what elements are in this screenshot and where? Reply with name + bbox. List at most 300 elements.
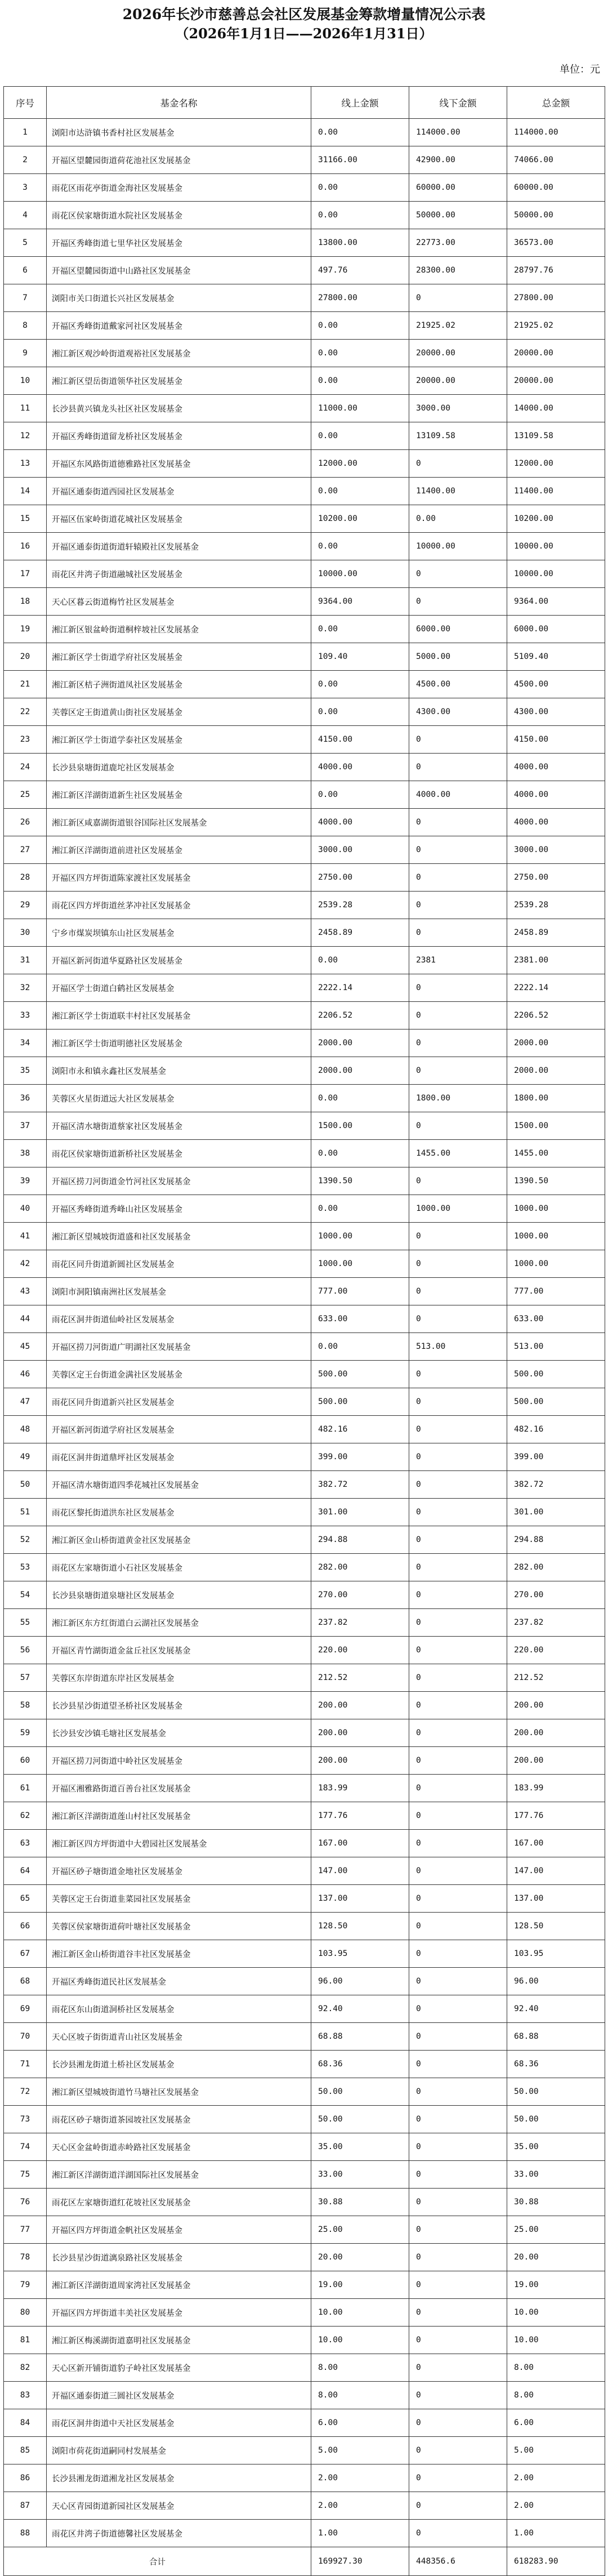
total-amount: 2000.00 — [507, 1029, 605, 1057]
offline-amount: 0 — [409, 1719, 507, 1747]
offline-amount: 0 — [409, 2216, 507, 2244]
fund-name: 开福区捞刀河街道金竹河社区发展基金 — [47, 1167, 311, 1195]
fund-name: 雨花区洞井街道鼎坪社区发展基金 — [47, 1443, 311, 1471]
unit-label: 单位：元 — [560, 64, 600, 75]
row-index: 49 — [4, 1443, 47, 1471]
offline-amount: 13109.58 — [409, 422, 507, 450]
fund-name: 湘江新区学士街道学府社区发展基金 — [47, 643, 311, 671]
online-amount: 0.00 — [311, 1333, 409, 1361]
total-amount: 200.00 — [507, 1719, 605, 1747]
row-index: 67 — [4, 1940, 47, 1968]
table-row — [4, 892, 605, 919]
row-index: 66 — [4, 1913, 47, 1940]
fund-name: 开福区秀峰街道戴家河社区发展基金 — [47, 312, 311, 340]
table-row — [4, 643, 605, 671]
row-index: 20 — [4, 643, 47, 671]
total-amount: 237.82 — [507, 1609, 605, 1637]
online-amount: 167.00 — [311, 1830, 409, 1857]
table-row — [4, 2244, 605, 2271]
online-amount: 109.40 — [311, 643, 409, 671]
offline-amount: 0 — [409, 1692, 507, 1719]
total-amount: 1.00 — [507, 2520, 605, 2547]
online-amount: 200.00 — [311, 1692, 409, 1719]
total-amount: 1455.00 — [507, 1140, 605, 1167]
total-amount: 114000.00 — [507, 119, 605, 146]
fund-name: 开福区通泰街道街道轩辕殿社区发展基金 — [47, 533, 311, 560]
total-amount: 20000.00 — [507, 340, 605, 367]
fund-name: 雨花区同升街道新圆社区发展基金 — [47, 1250, 311, 1278]
total-amount: 2381.00 — [507, 947, 605, 974]
row-index: 69 — [4, 1995, 47, 2023]
fund-name: 湘江新区金山桥街道黄金社区发展基金 — [47, 1526, 311, 1554]
offline-amount: 0 — [409, 1830, 507, 1857]
total-amount: 220.00 — [507, 1637, 605, 1664]
table-row — [4, 1775, 605, 1802]
online-amount: 50.00 — [311, 2078, 409, 2106]
table-row — [4, 1664, 605, 1692]
table-row — [4, 312, 605, 340]
table-row — [4, 947, 605, 974]
row-index: 25 — [4, 781, 47, 809]
total-amount: 1390.50 — [507, 1167, 605, 1195]
table-row — [4, 174, 605, 202]
offline-amount: 0 — [409, 1250, 507, 1278]
online-amount: 0.00 — [311, 947, 409, 974]
table-row — [4, 1802, 605, 1830]
online-amount: 1000.00 — [311, 1250, 409, 1278]
table-row — [4, 395, 605, 422]
table-row — [4, 1167, 605, 1195]
offline-amount: 1000.00 — [409, 1195, 507, 1223]
fund-name: 开福区通泰街道三圆社区发展基金 — [47, 2382, 311, 2409]
total-amount: 14000.00 — [507, 395, 605, 422]
total-amount: 270.00 — [507, 1581, 605, 1609]
offline-amount: 1800.00 — [409, 1085, 507, 1112]
total-amount: 2222.14 — [507, 974, 605, 1002]
fund-name: 芙蓉区火星街道远大社区发展基金 — [47, 1085, 311, 1112]
fund-name: 雨花区雨花亭街道金海社区发展基金 — [47, 174, 311, 202]
total-amount: 4150.00 — [507, 726, 605, 754]
total-amount: 2.00 — [507, 2464, 605, 2492]
row-index: 79 — [4, 2271, 47, 2299]
total-amount: 20.00 — [507, 2244, 605, 2271]
fund-name: 湘江新区学士街道明德社区发展基金 — [47, 1029, 311, 1057]
fund-name: 开福区秀峰街道秀峰山社区发展基金 — [47, 1195, 311, 1223]
fund-name: 浏阳市洞阳镇南洲社区发展基金 — [47, 1278, 311, 1305]
online-amount: 5.00 — [311, 2437, 409, 2464]
total-amount: 212.52 — [507, 1664, 605, 1692]
fund-name: 湘江新区望岳街道领华社区发展基金 — [47, 367, 311, 395]
fund-name: 芙蓉区定王台街道金满社区发展基金 — [47, 1361, 311, 1388]
fund-name: 开福区四方坪街道陈家渡社区发展基金 — [47, 864, 311, 892]
online-amount: 0.00 — [311, 698, 409, 726]
total-amount: 4300.00 — [507, 698, 605, 726]
table-row — [4, 2382, 605, 2409]
table-row — [4, 560, 605, 588]
total-amount: 183.99 — [507, 1775, 605, 1802]
offline-amount: 21925.02 — [409, 312, 507, 340]
offline-amount: 0 — [409, 1968, 507, 1995]
offline-amount: 50000.00 — [409, 202, 507, 229]
table-row — [4, 1719, 605, 1747]
offline-amount: 3000.00 — [409, 395, 507, 422]
table-row — [4, 2464, 605, 2492]
total-amount: 68.88 — [507, 2023, 605, 2051]
table-row — [4, 1140, 605, 1167]
row-index: 1 — [4, 119, 47, 146]
online-amount: 13800.00 — [311, 229, 409, 257]
table-row — [4, 974, 605, 1002]
fund-name: 长沙县泉塘街道鹿坨社区发展基金 — [47, 754, 311, 781]
offline-amount: 0 — [409, 1029, 507, 1057]
online-amount: 1390.50 — [311, 1167, 409, 1195]
offline-amount: 0 — [409, 2437, 507, 2464]
offline-amount: 60000.00 — [409, 174, 507, 202]
table-row — [4, 1499, 605, 1526]
offline-amount: 0 — [409, 588, 507, 616]
row-index: 32 — [4, 974, 47, 1002]
row-index: 58 — [4, 1692, 47, 1719]
table-row — [4, 1029, 605, 1057]
total-amount: 200.00 — [507, 1747, 605, 1775]
online-amount: 2.00 — [311, 2464, 409, 2492]
total-amount: 5109.40 — [507, 643, 605, 671]
offline-amount: 0 — [409, 1223, 507, 1250]
fund-name: 开福区秀峰街道留龙桥社区发展基金 — [47, 422, 311, 450]
row-index: 18 — [4, 588, 47, 616]
table-row — [4, 367, 605, 395]
fund-name: 湘江新区洋湖街道莲山村社区发展基金 — [47, 1802, 311, 1830]
fund-name: 天心区金盆岭街道赤岭路社区发展基金 — [47, 2133, 311, 2161]
total-amount: 11400.00 — [507, 478, 605, 505]
offline-amount: 5000.00 — [409, 643, 507, 671]
row-index: 19 — [4, 616, 47, 643]
fund-name: 芙蓉区侯家塘街道荷叶塘社区发展基金 — [47, 1913, 311, 1940]
row-index: 84 — [4, 2409, 47, 2437]
table-row — [4, 505, 605, 533]
total-amount: 513.00 — [507, 1333, 605, 1361]
total-amount: 137.00 — [507, 1885, 605, 1913]
total-amount: 60000.00 — [507, 174, 605, 202]
table-body — [4, 119, 605, 2547]
total-amount: 500.00 — [507, 1361, 605, 1388]
table-row — [4, 781, 605, 809]
row-index: 15 — [4, 505, 47, 533]
offline-amount: 0 — [409, 2161, 507, 2189]
row-index: 80 — [4, 2299, 47, 2327]
table-row — [4, 119, 605, 146]
online-amount: 200.00 — [311, 1719, 409, 1747]
page-title: 2026年长沙市慈善总会社区发展基金筹款增量情况公示表 — [122, 6, 486, 23]
total-amount: 6000.00 — [507, 616, 605, 643]
row-index: 83 — [4, 2382, 47, 2409]
online-amount: 270.00 — [311, 1581, 409, 1609]
fund-name: 湘江新区学士街道学泰社区发展基金 — [47, 726, 311, 754]
row-index: 3 — [4, 174, 47, 202]
offline-amount: 22773.00 — [409, 229, 507, 257]
online-amount: 30.88 — [311, 2189, 409, 2216]
fund-name: 雨花区井湾子街道德馨社区发展基金 — [47, 2520, 311, 2547]
row-index: 4 — [4, 202, 47, 229]
table-row — [4, 919, 605, 947]
online-amount: 1.00 — [311, 2520, 409, 2547]
offline-amount: 4000.00 — [409, 781, 507, 809]
offline-amount: 0 — [409, 1609, 507, 1637]
row-index: 12 — [4, 422, 47, 450]
offline-amount: 0 — [409, 1278, 507, 1305]
offline-amount: 0 — [409, 1940, 507, 1968]
online-amount: 31166.00 — [311, 146, 409, 174]
row-index: 27 — [4, 836, 47, 864]
table-row — [4, 1416, 605, 1443]
online-amount: 25.00 — [311, 2216, 409, 2244]
table-row — [4, 1857, 605, 1885]
total-amount: 2458.89 — [507, 919, 605, 947]
table-row — [4, 726, 605, 754]
online-amount: 0.00 — [311, 781, 409, 809]
total-amount: 10200.00 — [507, 505, 605, 533]
offline-amount: 0 — [409, 2354, 507, 2382]
total-amount: 10.00 — [507, 2299, 605, 2327]
table-row — [4, 2161, 605, 2189]
table-row — [4, 836, 605, 864]
total-amount: 147.00 — [507, 1857, 605, 1885]
table-row — [4, 698, 605, 726]
online-amount: 0.00 — [311, 340, 409, 367]
table-row — [4, 1968, 605, 1995]
offline-amount: 0.00 — [409, 505, 507, 533]
online-amount: 301.00 — [311, 1499, 409, 1526]
total-online-amount: 169927.30 — [311, 2547, 409, 2576]
online-amount: 212.52 — [311, 1664, 409, 1692]
online-amount: 0.00 — [311, 422, 409, 450]
table-row — [4, 422, 605, 450]
table-row — [4, 616, 605, 643]
offline-amount: 0 — [409, 284, 507, 312]
offline-amount: 20000.00 — [409, 367, 507, 395]
total-amount: 74066.00 — [507, 146, 605, 174]
row-index: 5 — [4, 229, 47, 257]
online-amount: 68.36 — [311, 2051, 409, 2078]
row-index: 57 — [4, 1664, 47, 1692]
online-amount: 20.00 — [311, 2244, 409, 2271]
row-index: 87 — [4, 2492, 47, 2520]
row-index: 76 — [4, 2189, 47, 2216]
table-row — [4, 1609, 605, 1637]
fund-name: 湘江新区金山桥街道谷丰社区发展基金 — [47, 1940, 311, 1968]
fund-name: 雨花区黎托街道洪东社区发展基金 — [47, 1499, 311, 1526]
total-amount: 8.00 — [507, 2354, 605, 2382]
offline-amount: 0 — [409, 2078, 507, 2106]
row-index: 31 — [4, 947, 47, 974]
row-index: 56 — [4, 1637, 47, 1664]
online-amount: 2539.28 — [311, 892, 409, 919]
offline-amount: 0 — [409, 1802, 507, 1830]
total-amount: 35.00 — [507, 2133, 605, 2161]
table-row — [4, 2354, 605, 2382]
total-amount: 1800.00 — [507, 1085, 605, 1112]
table-row — [4, 1085, 605, 1112]
total-amount: 68.36 — [507, 2051, 605, 2078]
fund-name: 湘江新区洋湖街道洋湖国际社区发展基金 — [47, 2161, 311, 2189]
row-index: 26 — [4, 809, 47, 836]
offline-amount: 0 — [409, 2106, 507, 2133]
row-index: 75 — [4, 2161, 47, 2189]
offline-amount: 0 — [409, 1637, 507, 1664]
online-amount: 2206.52 — [311, 1002, 409, 1029]
online-amount: 10.00 — [311, 2327, 409, 2354]
fund-name: 开福区捞刀河街道中岭社区发展基金 — [47, 1747, 311, 1775]
row-index: 6 — [4, 257, 47, 284]
table-row — [4, 1581, 605, 1609]
online-amount: 0.00 — [311, 616, 409, 643]
fund-name: 长沙县湘龙街道土桥社区发展基金 — [47, 2051, 311, 2078]
online-amount: 103.95 — [311, 1940, 409, 1968]
row-index: 10 — [4, 367, 47, 395]
row-index: 33 — [4, 1002, 47, 1029]
offline-amount: 0 — [409, 754, 507, 781]
fund-name: 开福区望麓园街道荷花池社区发展基金 — [47, 146, 311, 174]
table-row — [4, 1278, 605, 1305]
online-amount: 68.88 — [311, 2023, 409, 2051]
table-row — [4, 1885, 605, 1913]
online-amount: 128.50 — [311, 1913, 409, 1940]
fund-name: 浏阳市达浒镇书香村社区发展基金 — [47, 119, 311, 146]
total-amount: 10.00 — [507, 2327, 605, 2354]
total-amount: 19.00 — [507, 2271, 605, 2299]
online-amount: 12000.00 — [311, 450, 409, 478]
total-amount: 4000.00 — [507, 809, 605, 836]
table-row — [4, 1388, 605, 1416]
online-amount: 220.00 — [311, 1637, 409, 1664]
online-amount: 10000.00 — [311, 560, 409, 588]
table-row — [4, 202, 605, 229]
table-row — [4, 2106, 605, 2133]
row-index: 78 — [4, 2244, 47, 2271]
total-amount: 4000.00 — [507, 754, 605, 781]
fund-table — [3, 86, 605, 2576]
row-index: 63 — [4, 1830, 47, 1857]
offline-amount: 0 — [409, 2382, 507, 2409]
row-index: 2 — [4, 146, 47, 174]
table-row — [4, 1554, 605, 1581]
online-amount: 6.00 — [311, 2409, 409, 2437]
table-row — [4, 533, 605, 560]
offline-amount: 0 — [409, 2327, 507, 2354]
fund-name: 湘江新区洋湖街道新生社区发展基金 — [47, 781, 311, 809]
table-row — [4, 1995, 605, 2023]
total-amount: 27800.00 — [507, 284, 605, 312]
table-row — [4, 1637, 605, 1664]
table-row — [4, 2189, 605, 2216]
total-amount: 399.00 — [507, 1443, 605, 1471]
total-amount: 9364.00 — [507, 588, 605, 616]
total-amount: 1500.00 — [507, 1112, 605, 1140]
table-row — [4, 340, 605, 367]
table-row — [4, 864, 605, 892]
fund-name: 雨花区洞井街道仙岭社区发展基金 — [47, 1305, 311, 1333]
row-index: 24 — [4, 754, 47, 781]
total-amount: 500.00 — [507, 1388, 605, 1416]
online-amount: 10200.00 — [311, 505, 409, 533]
table-row — [4, 450, 605, 478]
online-amount: 8.00 — [311, 2354, 409, 2382]
table-row — [4, 284, 605, 312]
online-amount: 2000.00 — [311, 1029, 409, 1057]
offline-amount: 114000.00 — [409, 119, 507, 146]
row-index: 53 — [4, 1554, 47, 1581]
row-index: 72 — [4, 2078, 47, 2106]
total-amount: 633.00 — [507, 1305, 605, 1333]
fund-name: 湘江新区洋湖街道周家湾社区发展基金 — [47, 2271, 311, 2299]
total-amount: 482.16 — [507, 1416, 605, 1443]
offline-amount: 0 — [409, 1995, 507, 2023]
offline-amount: 42900.00 — [409, 146, 507, 174]
online-amount: 35.00 — [311, 2133, 409, 2161]
row-index: 13 — [4, 450, 47, 478]
fund-name: 芙蓉区东岸街道东岸社区发展基金 — [47, 1664, 311, 1692]
table-row — [4, 588, 605, 616]
row-index: 36 — [4, 1085, 47, 1112]
offline-amount: 0 — [409, 1471, 507, 1499]
offline-amount: 0 — [409, 450, 507, 478]
table-row — [4, 2271, 605, 2299]
total-amount: 1000.00 — [507, 1223, 605, 1250]
total-amount: 4000.00 — [507, 781, 605, 809]
row-index: 55 — [4, 1609, 47, 1637]
table-row — [4, 1443, 605, 1471]
offline-amount: 513.00 — [409, 1333, 507, 1361]
fund-name: 湘江新区四方坪街道中大碧园社区发展基金 — [47, 1830, 311, 1857]
row-index: 68 — [4, 1968, 47, 1995]
row-index: 86 — [4, 2464, 47, 2492]
offline-amount: 0 — [409, 1664, 507, 1692]
fund-name: 开福区四方坪街道金帆社区发展基金 — [47, 2216, 311, 2244]
total-amount: 177.76 — [507, 1802, 605, 1830]
row-index: 38 — [4, 1140, 47, 1167]
offline-amount: 0 — [409, 2520, 507, 2547]
offline-amount: 0 — [409, 1885, 507, 1913]
row-index: 64 — [4, 1857, 47, 1885]
online-amount: 777.00 — [311, 1278, 409, 1305]
row-index: 41 — [4, 1223, 47, 1250]
online-amount: 3000.00 — [311, 836, 409, 864]
row-index: 7 — [4, 284, 47, 312]
online-amount: 27800.00 — [311, 284, 409, 312]
fund-name: 雨花区井湾子街道融城社区发展基金 — [47, 560, 311, 588]
online-amount: 147.00 — [311, 1857, 409, 1885]
fund-name: 宁乡市煤炭坝镇东山社区发展基金 — [47, 919, 311, 947]
row-index: 21 — [4, 671, 47, 698]
table-row — [4, 2133, 605, 2161]
row-index: 51 — [4, 1499, 47, 1526]
row-index: 17 — [4, 560, 47, 588]
offline-amount: 0 — [409, 726, 507, 754]
table-row — [4, 809, 605, 836]
row-index: 42 — [4, 1250, 47, 1278]
offline-amount: 0 — [409, 1167, 507, 1195]
offline-amount: 0 — [409, 1305, 507, 1333]
online-amount: 0.00 — [311, 119, 409, 146]
table-row — [4, 1471, 605, 1499]
offline-amount: 0 — [409, 2271, 507, 2299]
offline-amount: 28300.00 — [409, 257, 507, 284]
row-index: 22 — [4, 698, 47, 726]
offline-amount: 0 — [409, 974, 507, 1002]
row-index: 11 — [4, 395, 47, 422]
fund-name: 湘江新区望城坡街道盛和社区发展基金 — [47, 1223, 311, 1250]
column-header-offline-amount: 线下金额 — [409, 87, 507, 119]
